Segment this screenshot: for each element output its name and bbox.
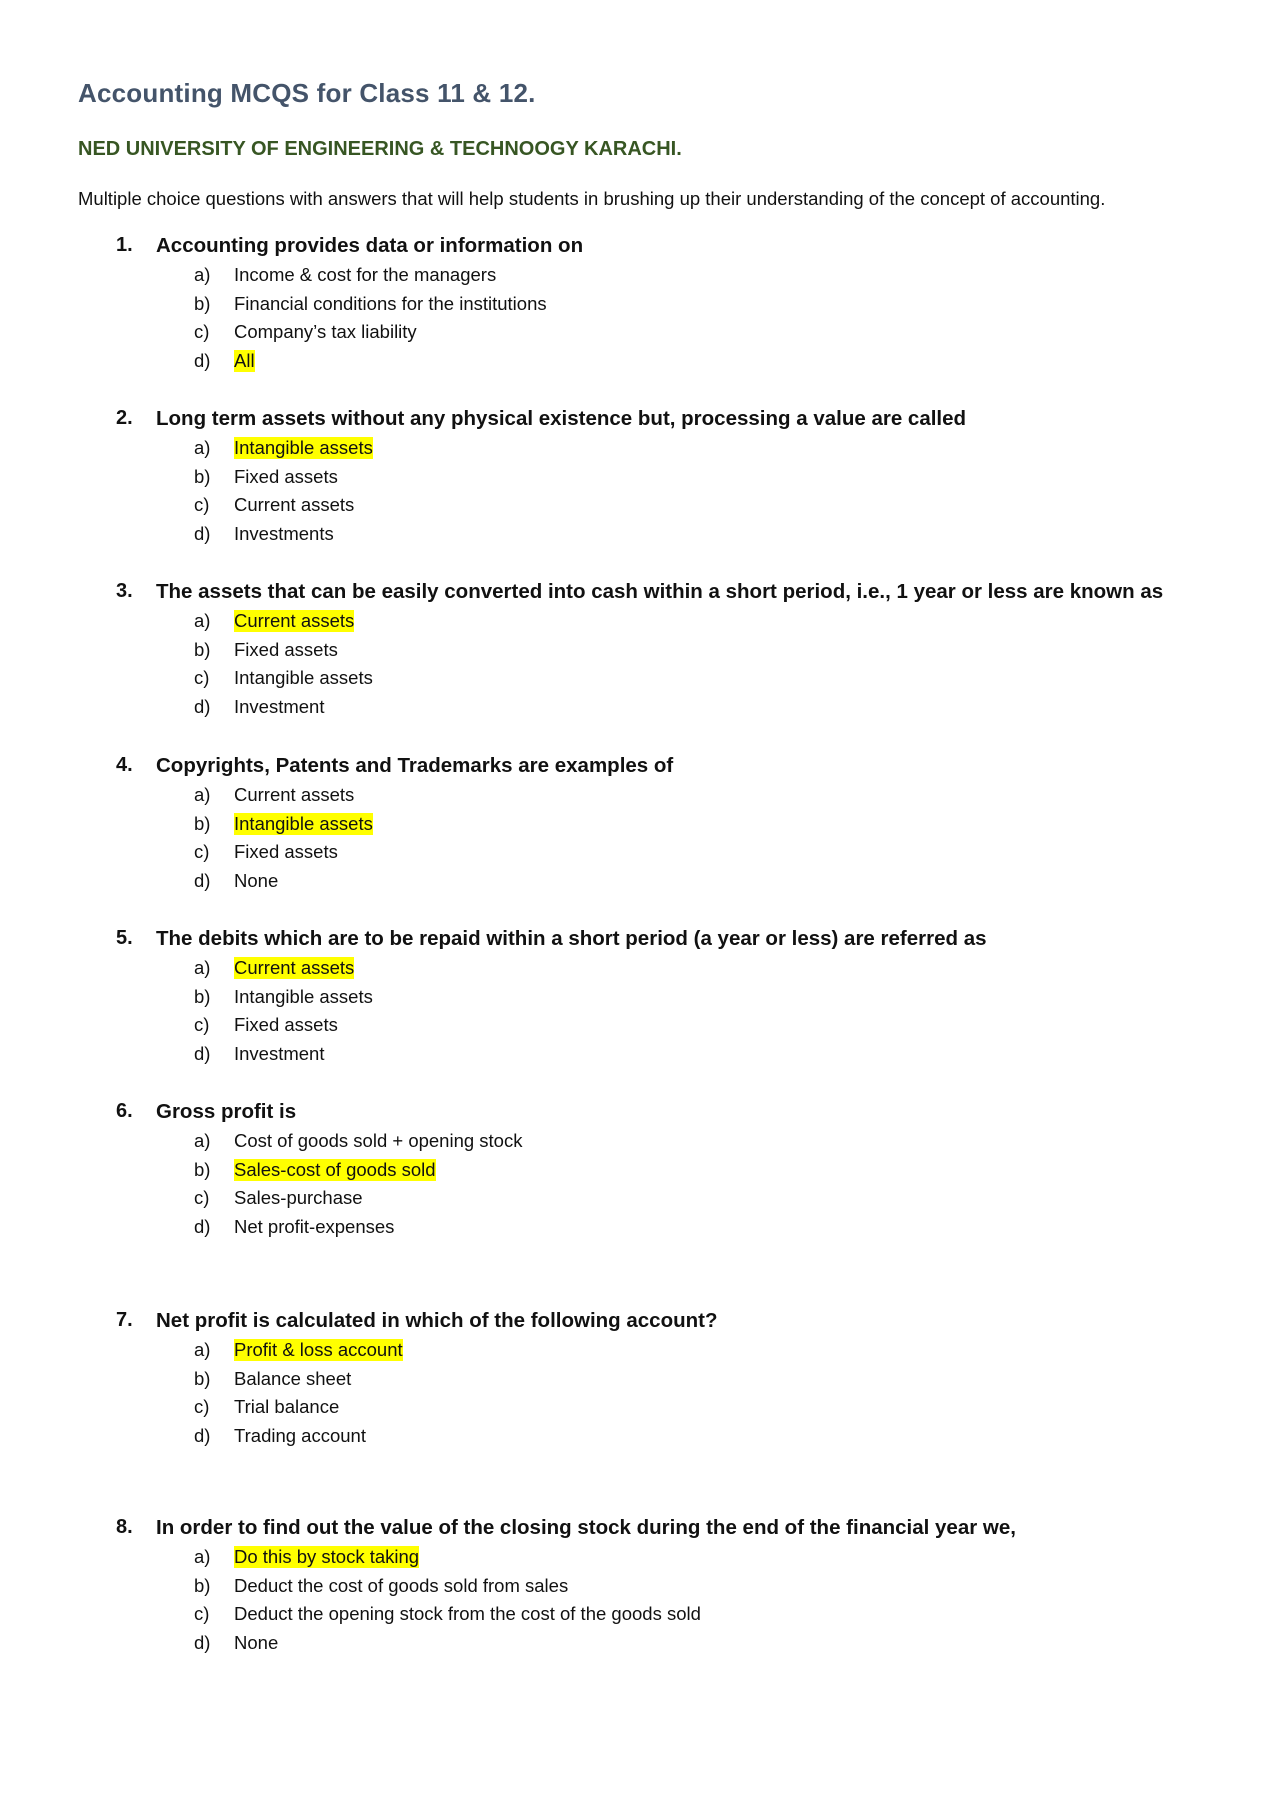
option-text: Investments: [234, 522, 334, 544]
option-letter: a): [194, 610, 211, 631]
question-number: 4.: [116, 754, 133, 776]
option-text: None: [234, 869, 279, 891]
option-text: Fixed assets: [234, 841, 338, 862]
question-number: 7.: [116, 1309, 133, 1331]
option-text: Trial balance: [234, 1396, 340, 1417]
option-text: Deduct the cost of goods sold from sales: [234, 1574, 569, 1596]
option-text: Balance sheet: [234, 1367, 352, 1389]
option-letter: b): [194, 1367, 211, 1389]
option-letter: b): [194, 638, 211, 660]
correct-answer-highlight: Intangible assets: [234, 812, 373, 834]
correct-answer-highlight: Sales-cost of goods sold: [234, 1158, 436, 1180]
option-text: Fixed assets: [234, 1014, 338, 1035]
option-letter: c): [194, 667, 210, 688]
option-letter: a): [194, 1339, 211, 1360]
question-text: Gross profit is: [156, 1100, 297, 1123]
question-number: 2.: [116, 407, 133, 429]
question-number: 3.: [116, 580, 133, 602]
option-text: Fixed assets: [234, 638, 338, 660]
option-letter: c): [194, 841, 210, 862]
option-letter: b): [194, 1574, 211, 1596]
question-number: 5.: [116, 927, 133, 949]
option-letter: a): [194, 957, 211, 978]
question-number: 1.: [116, 234, 133, 256]
option-letter: c): [194, 1014, 210, 1035]
question-text: Copyrights, Patents and Trademarks are examples of: [156, 754, 674, 777]
institution-name: NED UNIVERSITY OF ENGINEERING & TECHNOOGY KARACHI.: [78, 138, 682, 160]
correct-answer-highlight: Intangible assets: [234, 437, 373, 458]
correct-answer-highlight: Current assets: [234, 957, 355, 978]
option-letter: a): [194, 1546, 211, 1567]
option-text: Intangible assets: [234, 985, 373, 1007]
option-text: Fixed assets: [234, 465, 338, 487]
option-letter: c): [194, 494, 210, 515]
option-text: Current assets: [234, 494, 355, 515]
option-letter: d): [194, 1042, 211, 1064]
option-letter: b): [194, 812, 211, 834]
document-title: Accounting MCQS for Class 11 & 12.: [78, 78, 536, 108]
option-text: Sales-purchase: [234, 1187, 363, 1208]
question-number: 6.: [116, 1100, 133, 1122]
question-text: The debits which are to be repaid within a short period (a year or less) are referred as: [156, 927, 987, 950]
correct-answer-highlight: Do this by stock taking: [234, 1546, 420, 1567]
option-text: Investment: [234, 695, 325, 717]
option-text: Intangible assets: [234, 667, 373, 688]
option-letter: d): [194, 869, 211, 891]
option-letter: b): [194, 465, 211, 487]
option-text: Deduct the opening stock from the cost of the goods sold: [234, 1603, 701, 1624]
option-letter: d): [194, 1424, 211, 1446]
question-number: 8.: [116, 1516, 133, 1538]
question-text: The assets that can be easily converted into cash within a short period, i.e., 1 year or less are known as: [156, 580, 1164, 603]
option-text: Financial conditions for the institutions: [234, 292, 547, 314]
option-letter: a): [194, 784, 211, 805]
option-letter: d): [194, 1631, 211, 1653]
correct-answer-highlight: Current assets: [234, 610, 355, 631]
question-text: Net profit is calculated in which of the following account?: [156, 1309, 718, 1332]
option-text: None: [234, 1631, 279, 1653]
option-letter: d): [194, 522, 211, 544]
option-letter: c): [194, 1396, 210, 1417]
option-letter: d): [194, 349, 211, 371]
option-text: Cost of goods sold + opening stock: [234, 1130, 523, 1151]
option-text: Investment: [234, 1042, 325, 1064]
option-letter: d): [194, 1215, 211, 1237]
option-letter: a): [194, 1130, 211, 1151]
option-letter: a): [194, 264, 211, 285]
question-text: In order to find out the value of the closing stock during the end of the financial year we,: [156, 1516, 1016, 1539]
option-text: Trading account: [234, 1424, 366, 1446]
option-letter: b): [194, 1158, 211, 1180]
option-text: Current assets: [234, 784, 355, 805]
question-text: Long term assets without any physical existence but, processing a value are called: [156, 407, 967, 430]
option-text: Income & cost for the managers: [234, 264, 497, 285]
option-text: Company’s tax liability: [234, 321, 417, 342]
option-letter: c): [194, 321, 210, 342]
option-letter: c): [194, 1187, 210, 1208]
option-letter: a): [194, 437, 211, 458]
option-letter: b): [194, 985, 211, 1007]
option-text: Net profit-expenses: [234, 1215, 395, 1237]
intro-paragraph: Multiple choice questions with answers that will help students in brushing up their understanding of the concept of accounting.: [78, 188, 1106, 209]
option-letter: c): [194, 1603, 210, 1624]
correct-answer-highlight: Profit & loss account: [234, 1339, 403, 1360]
question-text: Accounting provides data or information on: [156, 234, 584, 257]
option-letter: b): [194, 292, 211, 314]
option-letter: d): [194, 695, 211, 717]
correct-answer-highlight: All: [234, 349, 255, 371]
